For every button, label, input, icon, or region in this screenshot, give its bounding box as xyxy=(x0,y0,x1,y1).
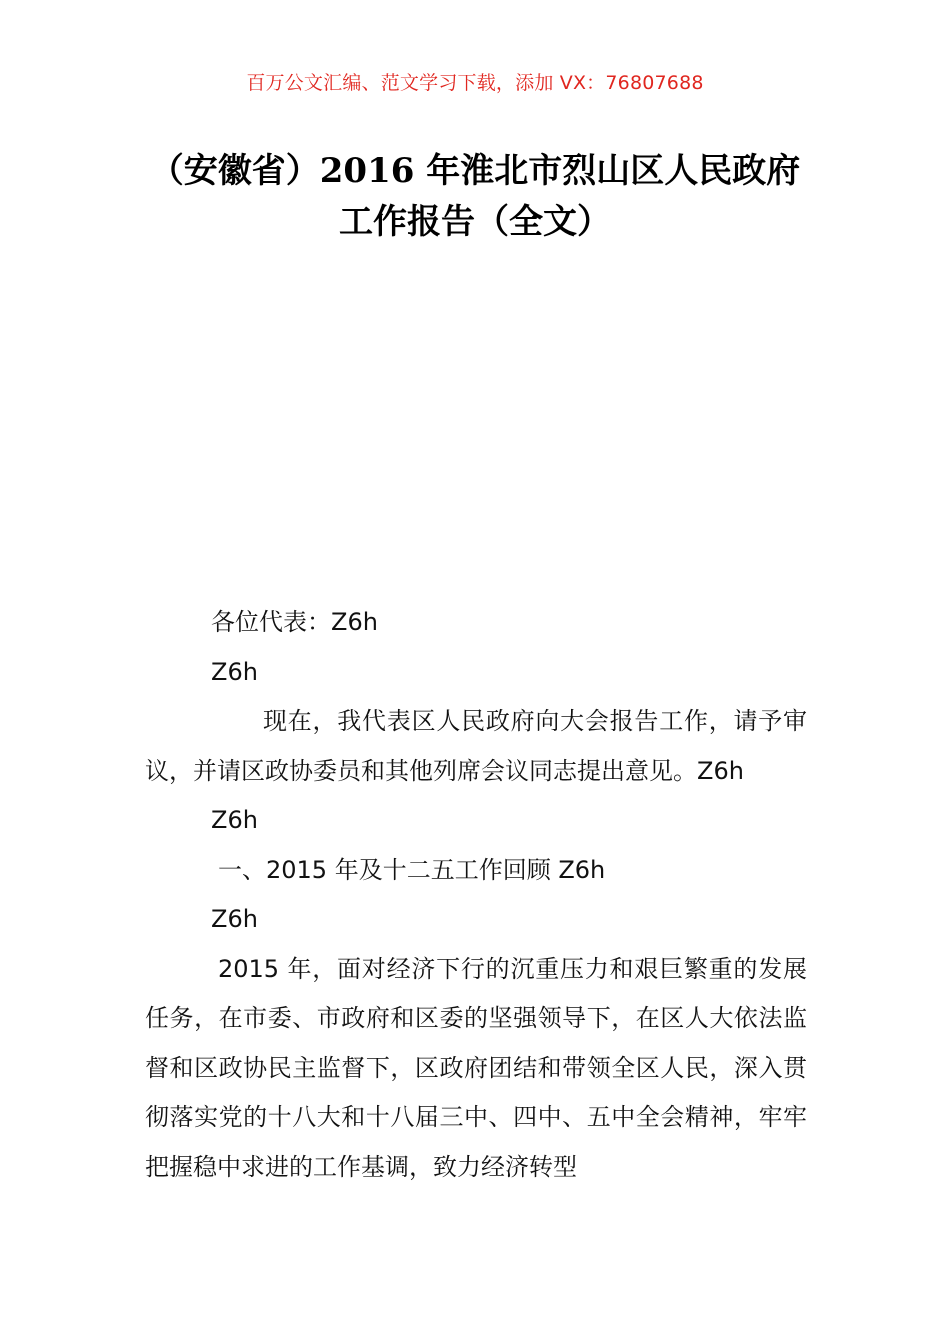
title-line-1: （安徽省）2016 年淮北市烈山区人民政府 xyxy=(149,151,801,191)
intro-paragraph: 现在，我代表区人民政府向大会报告工作，请予审议，并请区政协委员和其他列席会议同志提出意见。Z6h xyxy=(145,707,807,785)
marker-line: Z6h xyxy=(211,806,258,834)
marker-line: Z6h xyxy=(211,905,258,933)
download-banner: 百万公文汇编、范文学习下载，添加 VX：76807688 xyxy=(246,72,704,94)
title-line-2: 工作报告（全文） xyxy=(339,202,611,242)
section-heading: 一、2015 年及十二五工作回顾 Z6h xyxy=(218,855,606,884)
salutation: 各位代表：Z6h xyxy=(211,608,378,636)
document-title xyxy=(0,146,950,248)
review-paragraph: 2015 年，面对经济下行的沉重压力和艰巨繁重的发展任务，在市委、市政府和区委的坚强领导下，在区人大依法监督和区政协民主监督下，区政府团结和带领全区人民，深入贯彻落实党的十八大和十八届三中、四中、五中全会精神，牢牢把握稳中求进的工作基调，致力经济转型 xyxy=(145,954,807,1181)
marker-line: Z6h xyxy=(211,657,258,686)
document-body xyxy=(145,598,807,1192)
